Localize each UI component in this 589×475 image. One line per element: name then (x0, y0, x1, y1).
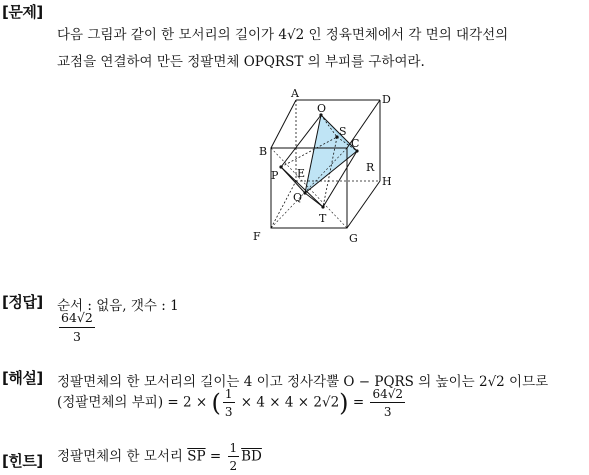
problem-tag: [문제] (2, 3, 43, 21)
label-E: E (297, 167, 306, 180)
label-P: P (271, 169, 279, 182)
label-O: O (317, 102, 327, 115)
answer-line: 순서 : 없음, 갯수 : 1 (57, 298, 179, 314)
problem-line-1: 다음 그림과 같이 한 모서리의 길이가 4√2 인 정육면체에서 각 면의 대각선의 (57, 27, 509, 43)
label-Q: Q (293, 191, 303, 204)
label-H: H (382, 175, 392, 188)
label-R: R (366, 161, 375, 174)
problem-line-2: 교점을 연결하여 만든 정팔면체 OPQRST 의 부피를 구하여라. (57, 54, 425, 70)
edge-length: 4√2 (278, 27, 305, 43)
label-F: F (253, 230, 261, 243)
label-C: C (351, 137, 360, 150)
label-G: G (349, 232, 358, 245)
label-B: B (259, 145, 268, 158)
label-D: D (382, 93, 391, 106)
explanation-line-2: (정팔면체의 부피) = 2 × ( $\frac{1}{3}$ × 4 × 4 × 2√2) = $\frac{64√2}{3}$ (57, 387, 404, 419)
label-S: S (339, 125, 347, 138)
explanation-line-1: 정팔면체의 한 모서리의 길이는 4 이고 정사각뿔 O − PQRS 의 높이는 2√2 이므로 (57, 374, 549, 390)
explanation-tag: [해설] (2, 369, 43, 387)
hint-line: 정팔면체의 한 모서리 $\overline{SP}$ = $\frac{1}{2}$ $\overline{BD}$ (57, 441, 262, 473)
answer-fraction: $\frac{64√2}{3}$ (61, 310, 93, 344)
segment-bd: $\overline{BD}$ (241, 448, 262, 465)
label-A: A (291, 87, 299, 100)
label-T: T (319, 212, 327, 225)
hint-tag: [힌트] (2, 452, 43, 470)
cube-octahedron-figure (245, 85, 405, 245)
answer-tag: [정답] (2, 293, 43, 311)
segment-sp: $\overline{SP}$ (187, 448, 206, 465)
